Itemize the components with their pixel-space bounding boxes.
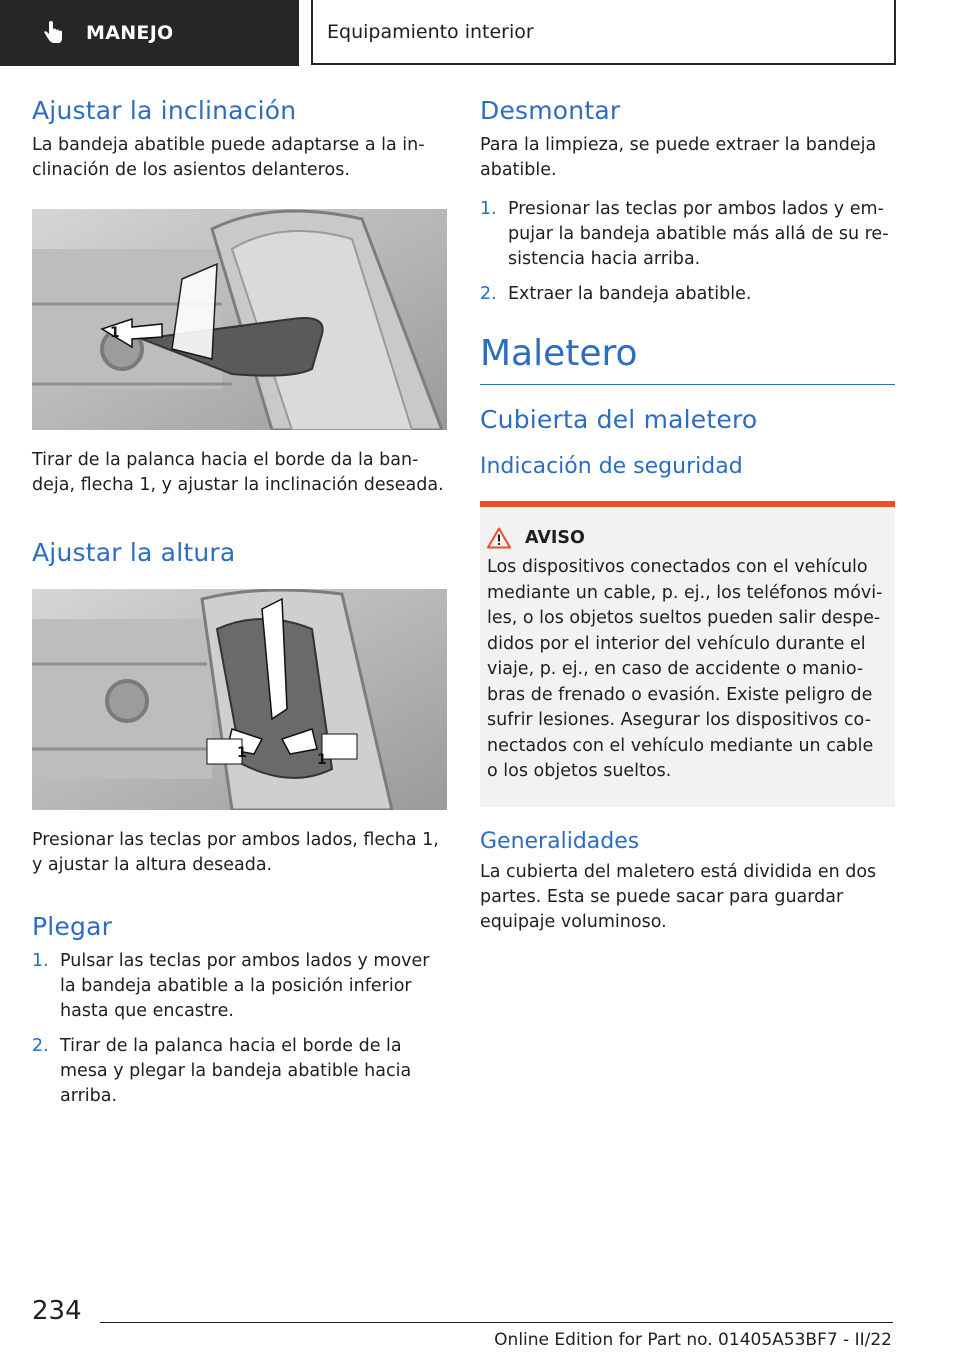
tilt-caption: Tirar de la palanca hacia el borde da la ban-deja, flecha 1, y ajustar la inclinación deseada. (32, 450, 444, 495)
list-item (480, 282, 895, 307)
section-tab (0, 0, 299, 66)
hand-pointer-icon (40, 20, 66, 46)
step-number: 2. (32, 1036, 49, 1056)
step-number: 2. (480, 284, 497, 304)
step-number: 1. (32, 951, 49, 971)
warning-triangle-icon (487, 527, 511, 549)
tilt-intro: La bandeja abatible puede adaptarse a la in-clinación de los asientos delanteros. (32, 135, 425, 180)
warning-title (487, 527, 887, 549)
right-column (480, 96, 895, 935)
remove-heading: Desmontar (480, 96, 621, 125)
section-label: MANEJO (86, 22, 174, 44)
chapter-title: Maletero (480, 333, 895, 385)
general-heading: Generalidades (480, 828, 640, 854)
list-item (32, 949, 447, 1024)
step-text: Tirar de la palanca hacia el borde de la mesa y plegar la bandeja abatible hacia arriba. (60, 1036, 412, 1106)
fold-steps (32, 949, 447, 1109)
tilt-heading: Ajustar la inclinación (32, 96, 297, 125)
step-text: Pulsar las teclas por ambos lados y mover la bandeja abatible a la posición inferior hasta que encastre. (60, 951, 430, 1021)
safety-heading: Indicación de seguridad (480, 454, 743, 479)
list-item (480, 197, 895, 272)
remove-intro: Para la limpieza, se puede extraer la bandeja abatible. (480, 135, 877, 180)
remove-steps (480, 197, 895, 307)
cover-heading: Cubierta del maletero (480, 405, 758, 434)
arrow-label-right: 1 (317, 752, 327, 768)
list-item (32, 1034, 447, 1109)
warning-box (480, 501, 895, 807)
step-text: Extraer la bandeja abatible. (508, 284, 752, 304)
arrow-label: 1 (110, 325, 120, 341)
left-column (32, 96, 447, 1119)
footer-divider (100, 1322, 893, 1323)
fold-heading: Plegar (32, 912, 113, 941)
tilt-figure-image (32, 209, 447, 430)
height-caption: Presionar las teclas por ambos lados, flecha 1, y ajustar la altura deseada. (32, 830, 439, 875)
height-heading: Ajustar la altura (32, 538, 236, 567)
page-header (0, 0, 960, 66)
edition-note: Online Edition for Part no. 01405A53BF7 - II/22 (494, 1330, 892, 1350)
height-figure-image (32, 589, 447, 810)
warning-text: Los dispositivos conectados con el vehículo mediante un cable, p. ej., los teléfonos móvi-les, o los objetos sueltos pueden salir despe-didos por el interior del vehículo durante el viaje, p. ej., en caso de accidente o manio-bras de frenado o evasión. Existe peligro de sufrir lesiones. Asegurar los dispositivos co-nectados con el vehículo mediante un cable o los objetos sueltos. (487, 557, 883, 781)
general-text: La cubierta del maletero está dividida en dos partes. Esta se puede sacar para guardar equipaje voluminoso. (480, 861, 877, 932)
chapter-tab (311, 0, 896, 65)
page-number: 234 (32, 1296, 82, 1326)
arrow-label-left: 1 (237, 745, 247, 761)
step-number: 1. (480, 199, 497, 219)
warning-label: AVISO (525, 528, 585, 548)
step-text: Presionar las teclas por ambos lados y em-pujar la bandeja abatible más allá de su re-sistencia hacia arriba. (508, 199, 889, 269)
chapter-label: Equipamiento interior (327, 20, 534, 43)
